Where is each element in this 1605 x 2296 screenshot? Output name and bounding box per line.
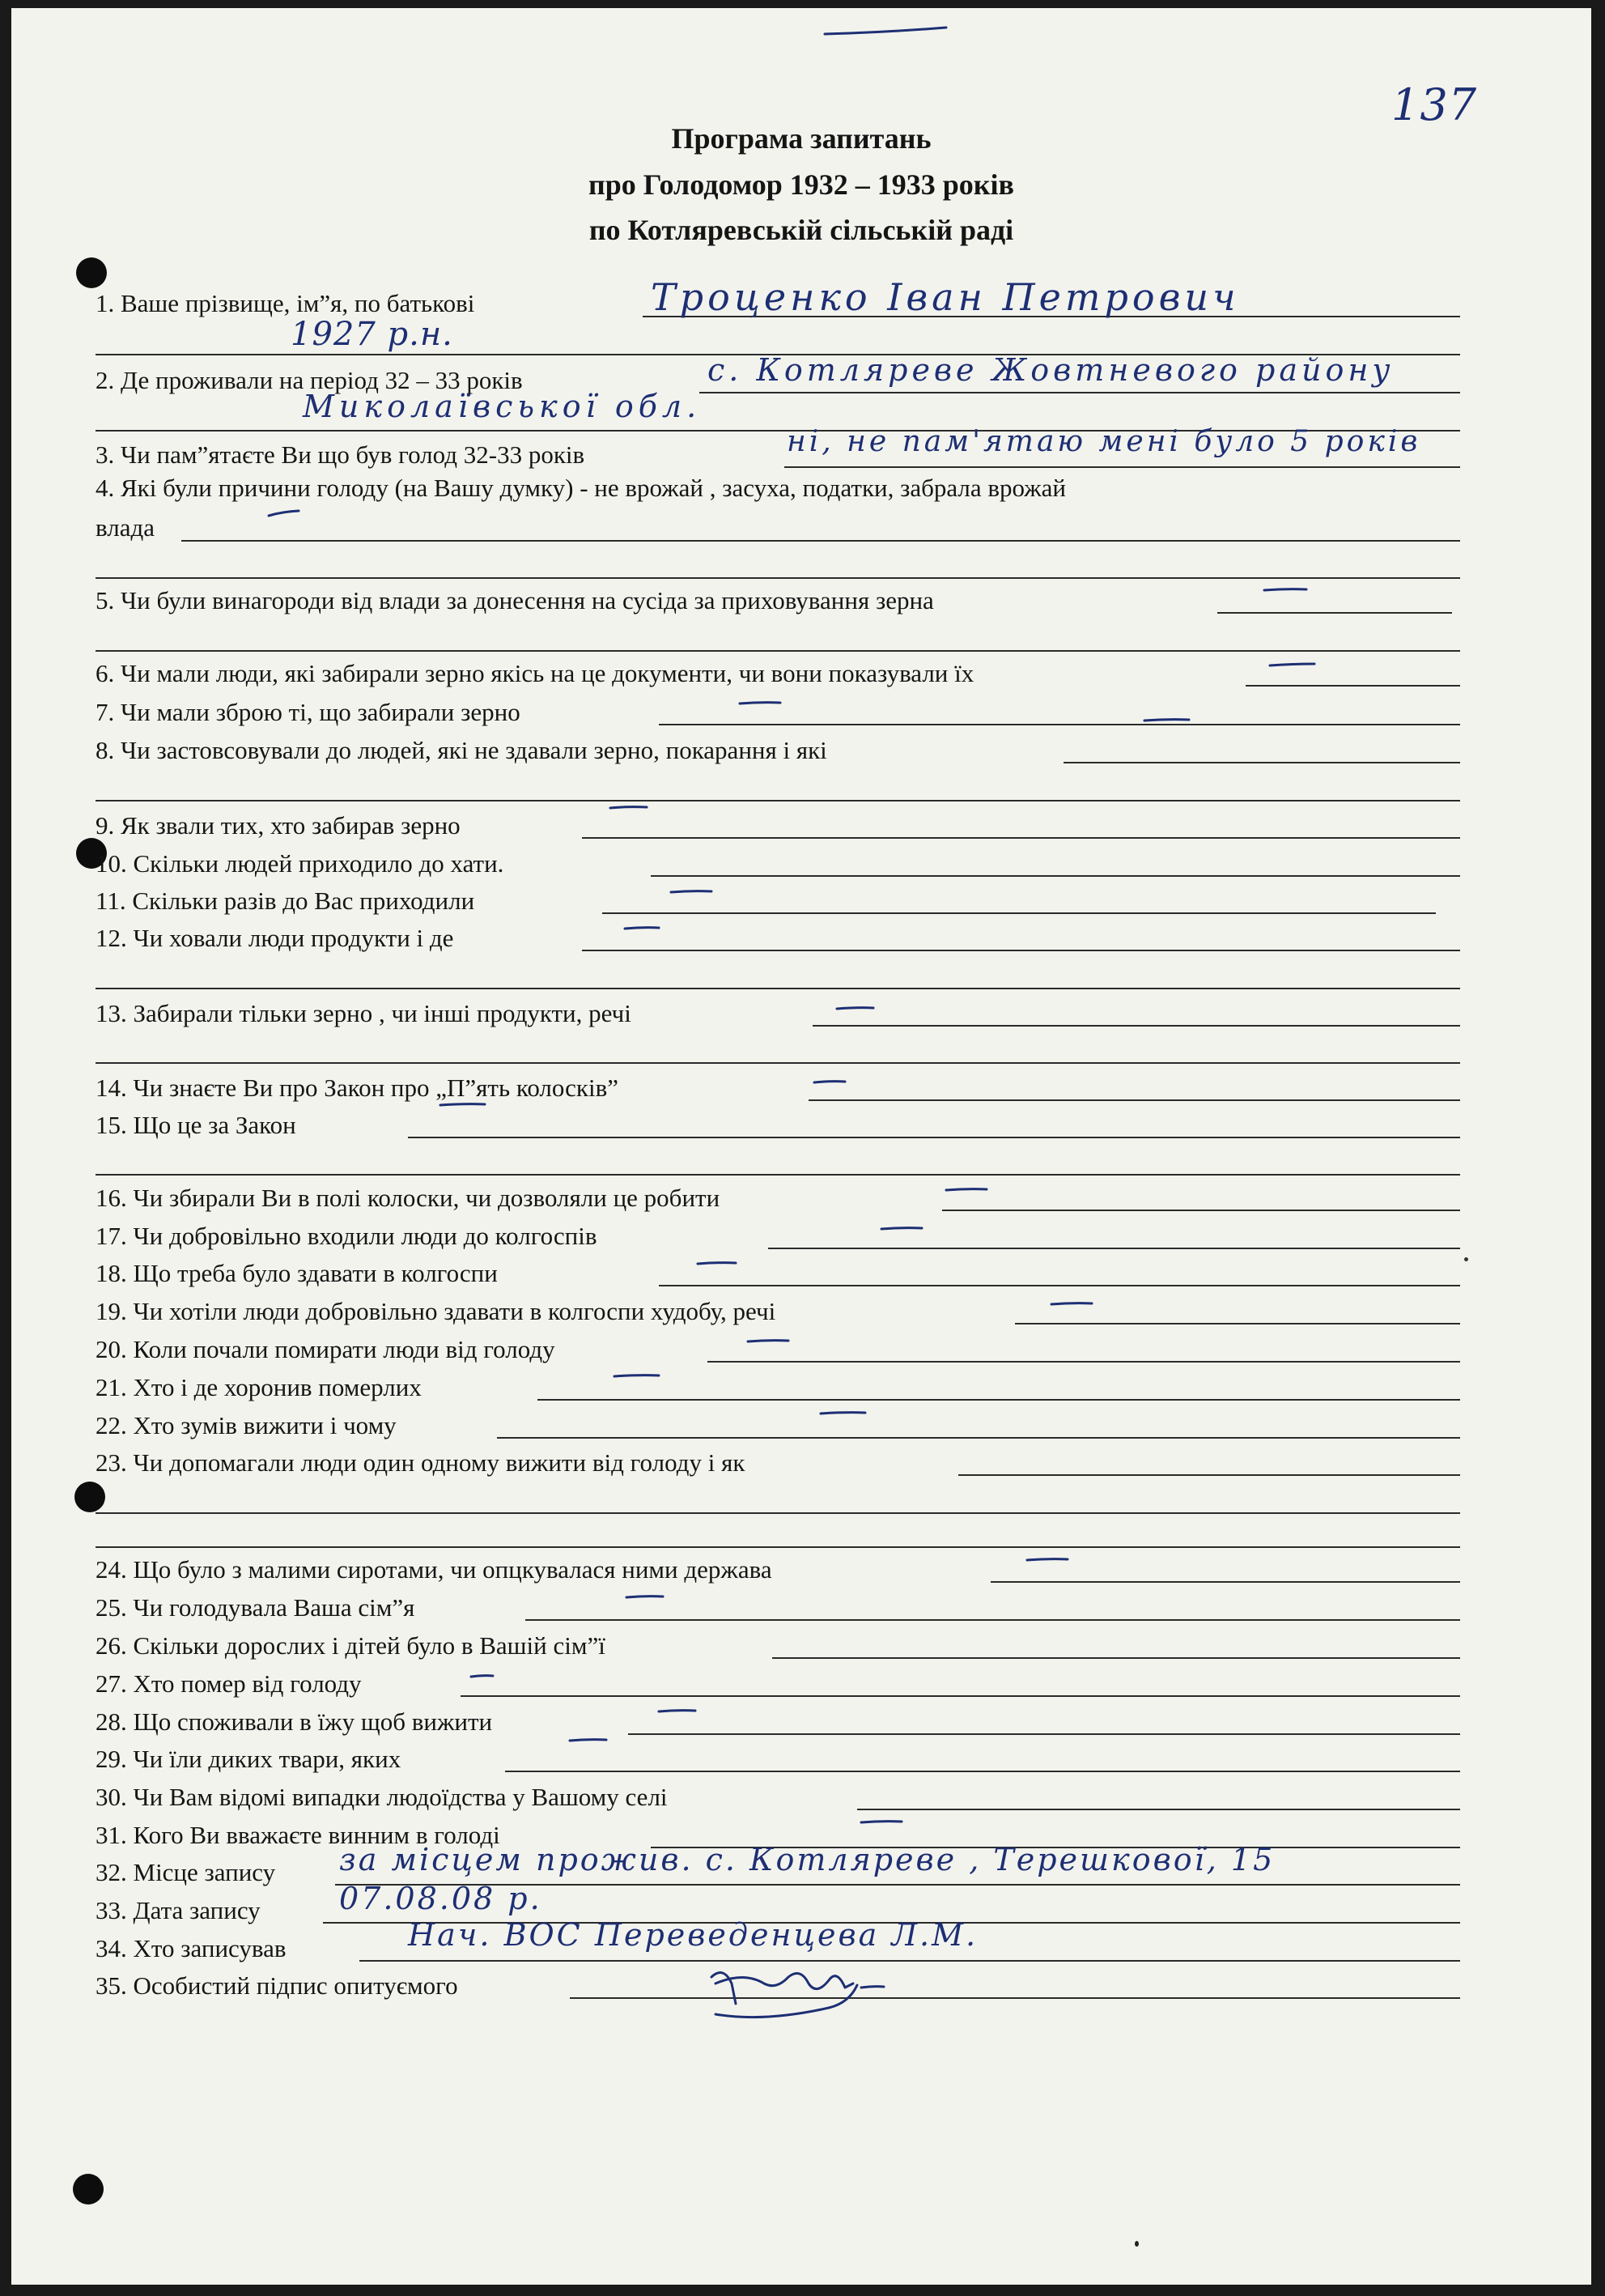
dash-mark	[821, 1413, 865, 1414]
question-28: 28. Що споживали в їжу щоб вижити	[96, 1707, 493, 1736]
form-title: Програма запитань	[671, 122, 932, 155]
question-23: 23. Чи допомагали люди один одному вижити від голоду і як	[96, 1448, 745, 1477]
answer-line	[461, 1695, 1460, 1697]
answer-line	[582, 950, 1460, 951]
question-33: 33. Дата запису	[96, 1896, 261, 1924]
punch-hole	[74, 1482, 105, 1512]
question-16: 16. Чи збирали Ви в полі колоски, чи дозволяли це робити	[96, 1184, 720, 1212]
punch-hole	[73, 2174, 104, 2205]
question-8: 8. Чи застовсовували до людей, які не здавали зерно, покарання і які	[96, 736, 827, 764]
question-4-cont: влада	[96, 513, 155, 542]
answer-line	[784, 466, 1460, 468]
question-14: 14. Чи знаєте Ви про Закон про „П”ять колосків”	[96, 1074, 619, 1102]
answer-line	[857, 1809, 1460, 1810]
ink-speck	[1135, 2241, 1139, 2247]
dash-mark	[1270, 664, 1314, 665]
answer-line	[1015, 1323, 1460, 1324]
question-25: 25. Чи голодувала Ваша сім”я	[96, 1593, 415, 1622]
dash-mark	[698, 1263, 736, 1264]
answer-1-birth-year: 1927 р.н.	[291, 316, 453, 353]
answer-2-place: с. Котляреве Жовтневого району	[707, 352, 1395, 388]
dash-mark	[471, 1676, 493, 1677]
answer-line	[96, 1512, 1460, 1514]
answer-line	[602, 912, 1436, 914]
answer-line	[1064, 762, 1460, 763]
answer-line	[651, 875, 1460, 877]
question-18: 18. Що треба було здавати в колгоспи	[96, 1259, 498, 1287]
question-5: 5. Чи були винагороди від влади за донесення на сусіда за приховування зерна	[96, 586, 934, 614]
question-4: 4. Які були причини голоду (на Вашу думку) - не врожай , засуха, податки, забрала врожай	[96, 474, 1067, 502]
answer-line	[707, 1361, 1460, 1363]
answer-1-name: Троценко Іван Петрович	[651, 275, 1240, 319]
form-subtitle-council: по Котляревській сільській раді	[588, 214, 1014, 246]
answer-line	[1246, 685, 1460, 687]
dash-mark	[614, 1375, 659, 1376]
answer-line	[96, 1546, 1460, 1548]
question-32: 32. Місце запису	[96, 1858, 276, 1886]
answer-line	[96, 650, 1460, 652]
question-11: 11. Скільки разів до Вас приходили	[96, 887, 475, 915]
answer-line	[96, 577, 1460, 579]
question-7: 7. Чи мали зброю ті, що забирали зерно	[96, 698, 520, 726]
question-35: 35. Особистий підпис опитуємого	[96, 1971, 458, 2000]
question-6: 6. Чи мали люди, які забирали зерно якісь на це документи, чи вони показували їх	[96, 659, 974, 687]
question-9: 9. Як звали тих, хто забирав зерно	[96, 811, 461, 840]
question-2: 2. Де проживали на період 32 – 33 років	[96, 366, 523, 394]
answer-line	[699, 392, 1460, 393]
answer-line	[96, 988, 1460, 989]
question-30: 30. Чи Вам відомі випадки людоїдства у Вашому селі	[96, 1783, 668, 1811]
answer-line	[659, 1285, 1460, 1286]
dash-mark	[671, 891, 711, 892]
question-22: 22. Хто зумів вижити і чому	[96, 1411, 397, 1439]
answer-line	[96, 1174, 1460, 1176]
question-17: 17. Чи добровільно входили люди до колгоспів	[96, 1222, 597, 1250]
question-12: 12. Чи ховали люди продукти і де	[96, 924, 454, 952]
form-subtitle: про Голодомор 1932 – 1933 років	[588, 168, 1014, 201]
question-3: 3. Чи пам”ятаєте Ви що був голод 32-33 років	[96, 440, 585, 469]
dash-mark	[1027, 1559, 1068, 1560]
answer-32-place: за місцем прожив. с. Котляреве , Терешкової, 15	[339, 1842, 1276, 1877]
question-15: 15. Що це за Закон	[96, 1111, 296, 1139]
answer-line	[570, 1997, 1460, 1999]
answer-line	[525, 1619, 1460, 1621]
answer-34-recorder: Нач. ВОС Переведенцева Л.М.	[408, 1917, 979, 1953]
dash-mark	[269, 511, 299, 516]
question-34: 34. Хто записував	[96, 1934, 287, 1962]
answer-line	[1217, 612, 1452, 614]
question-26: 26. Скільки дорослих і дітей було в Вашій сім”ї	[96, 1631, 605, 1660]
answer-line	[809, 1099, 1460, 1101]
answer-2-region: Миколаївської обл.	[303, 389, 702, 424]
dash-mark	[1144, 720, 1189, 721]
answer-33-date: 07.08.08 р.	[339, 1881, 542, 1916]
dash-mark	[946, 1189, 987, 1190]
answer-line	[772, 1657, 1460, 1659]
question-10: 10. Скільки людей приходило до хати.	[96, 849, 504, 878]
question-27: 27. Хто помер від голоду	[96, 1669, 362, 1698]
dash-mark	[625, 928, 659, 929]
answer-line	[537, 1399, 1460, 1401]
question-31: 31. Кого Ви вважаєте винним в голоді	[96, 1821, 500, 1849]
question-20: 20. Коли почали помирати люди від голоду	[96, 1335, 555, 1363]
answer-line	[582, 837, 1460, 839]
answer-line	[359, 1960, 1460, 1962]
answer-line	[942, 1210, 1460, 1211]
answer-line	[505, 1771, 1460, 1772]
question-24: 24. Що було з малими сиротами, чи опцкувалася ними держава	[96, 1555, 772, 1584]
dash-mark	[610, 807, 647, 808]
answer-line	[991, 1581, 1460, 1583]
dash-mark	[881, 1228, 922, 1229]
page-number: 137	[1391, 79, 1478, 130]
answer-line	[408, 1137, 1460, 1138]
answer-line	[813, 1025, 1460, 1027]
answer-line	[958, 1474, 1460, 1476]
answer-line	[181, 540, 1460, 542]
dash-mark	[825, 28, 946, 34]
dash-mark	[837, 1008, 873, 1009]
dash-mark	[570, 1740, 606, 1741]
answer-line	[659, 724, 1460, 725]
answer-line	[628, 1733, 1460, 1735]
answer-line	[768, 1248, 1460, 1249]
ink-speck	[1464, 1257, 1468, 1261]
question-1: 1. Ваше прізвище, ім”я, по батькові	[96, 289, 475, 317]
signature	[711, 1973, 884, 2018]
question-29: 29. Чи їли диких твари, яких	[96, 1745, 401, 1773]
answer-line	[497, 1437, 1460, 1439]
answer-line	[96, 1062, 1460, 1064]
dash-mark	[1264, 589, 1306, 590]
question-21: 21. Хто і де хоронив померлих	[96, 1373, 422, 1401]
punch-hole	[76, 257, 107, 288]
answer-line	[96, 800, 1460, 801]
answer-3: ні, не пам'ятаю мені було 5 років	[787, 425, 1421, 458]
dash-mark	[1051, 1303, 1092, 1304]
question-19: 19. Чи хотіли люди добровільно здавати в колгоспи худобу, речі	[96, 1297, 776, 1325]
document-page	[11, 8, 1591, 2285]
dash-mark	[740, 703, 780, 704]
question-13: 13. Забирали тільки зерно , чи інші продукти, речі	[96, 999, 631, 1027]
